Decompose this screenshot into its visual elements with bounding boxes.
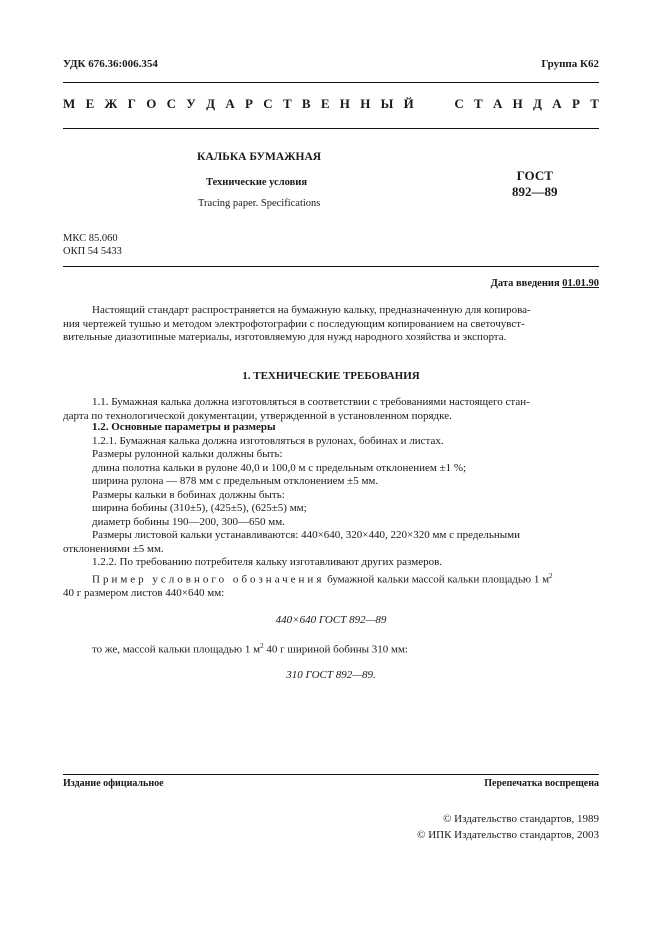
letter: С bbox=[166, 96, 177, 111]
letter: У bbox=[186, 96, 196, 111]
text-line: диаметр бобины 190—200, 300—650 мм. bbox=[92, 515, 285, 528]
heading-rule bbox=[63, 128, 599, 129]
official-edition-note: Издание официальное bbox=[63, 778, 164, 789]
text-line: ширина бобины (310±5), (425±5), (625±5) мм; bbox=[92, 502, 307, 514]
example-label: Пример условного обозначения bbox=[92, 573, 325, 586]
text-line: вительные диазотипные материалы, изготовляемую для нужд народного хозяйства и экспорта. bbox=[63, 331, 507, 343]
footer-rule bbox=[63, 774, 599, 775]
letter: Е bbox=[85, 96, 95, 111]
example-text: то же, массой кальки площадью 1 м bbox=[92, 643, 261, 656]
document-subtitle: Технические условия bbox=[206, 177, 308, 188]
superscript: 2 bbox=[549, 571, 553, 580]
letter: Ж bbox=[104, 96, 118, 111]
udk-code: УДК 676.36:006.354 bbox=[63, 58, 158, 70]
copyright-line: © Издательство стандартов, 1989 bbox=[443, 813, 599, 825]
copyright-line: © ИПК Издательство стандартов, 2003 bbox=[417, 829, 599, 841]
letter: С bbox=[263, 96, 273, 111]
text-line: ширина рулона — 878 мм с предельным отклонением ±5 мм. bbox=[92, 475, 379, 487]
example-line bbox=[63, 640, 599, 657]
letter: Т bbox=[474, 96, 483, 111]
english-title: Tracing paper. Specifications bbox=[198, 198, 321, 209]
letter: Н bbox=[360, 96, 371, 111]
example-text: 40 г шириной бобины 310 мм: bbox=[263, 643, 408, 656]
spacer bbox=[63, 600, 599, 614]
clause-heading: 1.2. Основные параметры и размеры bbox=[92, 421, 276, 433]
designation-example: 310 ГОСТ 892—89. bbox=[286, 668, 376, 681]
group-code: Группа К62 bbox=[541, 58, 599, 70]
letter: А bbox=[552, 96, 562, 111]
letter: Т bbox=[282, 96, 292, 111]
standard-type-heading bbox=[63, 96, 599, 112]
text-line: Размеры рулонной кальки должны быть: bbox=[92, 448, 283, 460]
superscript: 2 bbox=[260, 641, 264, 650]
text-line: отклонениями ±5 мм. bbox=[63, 542, 164, 555]
gost-label: ГОСТ bbox=[516, 168, 553, 183]
codes-rule bbox=[63, 266, 599, 267]
text-line: 40 г размером листов 440×640 мм: bbox=[63, 586, 225, 599]
letter: В bbox=[301, 96, 311, 111]
clause-1-2 bbox=[63, 421, 599, 682]
clause-1-1 bbox=[63, 396, 599, 423]
gost-number: 892—89 bbox=[512, 184, 558, 199]
letter: А bbox=[492, 96, 503, 111]
text-line: ния чертежей тушью и методом электрофотографии с последующим копированием на светочувст- bbox=[63, 317, 525, 330]
spacer bbox=[63, 657, 599, 669]
text-line: длина полотна кальки в рулоне 40,0 и 100,0 м с предельным отклонением ±1 %; bbox=[92, 461, 467, 474]
text-line: Настоящий стандарт распространяется на бумажную кальку, предназначенную для копирова- bbox=[92, 304, 531, 316]
word-gap bbox=[424, 96, 444, 112]
example-text: бумажной кальки массой кальки площадью 1 м bbox=[324, 573, 550, 586]
letter: М bbox=[63, 96, 76, 111]
letter: Н bbox=[512, 96, 523, 111]
effective-date bbox=[491, 278, 599, 289]
text-line: Размеры кальки в бобинах должны быть: bbox=[92, 488, 285, 501]
classification-codes bbox=[63, 232, 122, 258]
example-line bbox=[63, 570, 599, 587]
designation-example: 440×640 ГОСТ 892—89 bbox=[275, 614, 387, 627]
intro-paragraph bbox=[63, 304, 599, 345]
letter: А bbox=[225, 96, 235, 111]
letter: Е bbox=[320, 96, 330, 111]
letter: Й bbox=[403, 96, 414, 111]
okp-code: ОКП 54 5433 bbox=[63, 246, 122, 257]
reprint-prohibited-note: Перепечатка воспрещена bbox=[484, 778, 599, 789]
effective-date-label: Дата введения bbox=[490, 278, 560, 289]
gost-designation bbox=[512, 168, 558, 200]
mks-code: МКС 85.060 bbox=[63, 233, 118, 244]
letter: Т bbox=[590, 96, 599, 111]
effective-date-value: 01.01.90 bbox=[562, 278, 599, 289]
letter: С bbox=[454, 96, 464, 111]
text-line: 1.1. Бумажная калька должна изготовляться в соответствии с требованиями настоящего стан- bbox=[92, 396, 530, 408]
letter: Р bbox=[571, 96, 580, 111]
letter: Д bbox=[206, 96, 216, 111]
letter: Р bbox=[245, 96, 253, 111]
text-line: 1.2.1. Бумажная калька должна изготовляться в рулонах, бобинах и листах. bbox=[92, 434, 444, 447]
text-line: Размеры листовой кальки устанавливаются: 440×640, 320×440, 220×320 мм с предельными bbox=[92, 529, 520, 541]
letter: Ы bbox=[380, 96, 394, 111]
letter: Н bbox=[339, 96, 350, 111]
text-line: 1.2.2. По требованию потребителя кальку изготавливают других размеров. bbox=[92, 556, 443, 568]
top-rule bbox=[63, 82, 599, 83]
document-title: КАЛЬКА БУМАЖНАЯ bbox=[197, 151, 322, 163]
text-line: дарта по технологической документации, утвержденной в установленном порядке. bbox=[63, 409, 452, 422]
letter: О bbox=[146, 96, 157, 111]
letter: Д bbox=[533, 96, 542, 111]
spacer bbox=[63, 628, 599, 640]
letter: Г bbox=[127, 96, 136, 111]
section-heading: 1. ТЕХНИЧЕСКИЕ ТРЕБОВАНИЯ bbox=[242, 370, 420, 382]
